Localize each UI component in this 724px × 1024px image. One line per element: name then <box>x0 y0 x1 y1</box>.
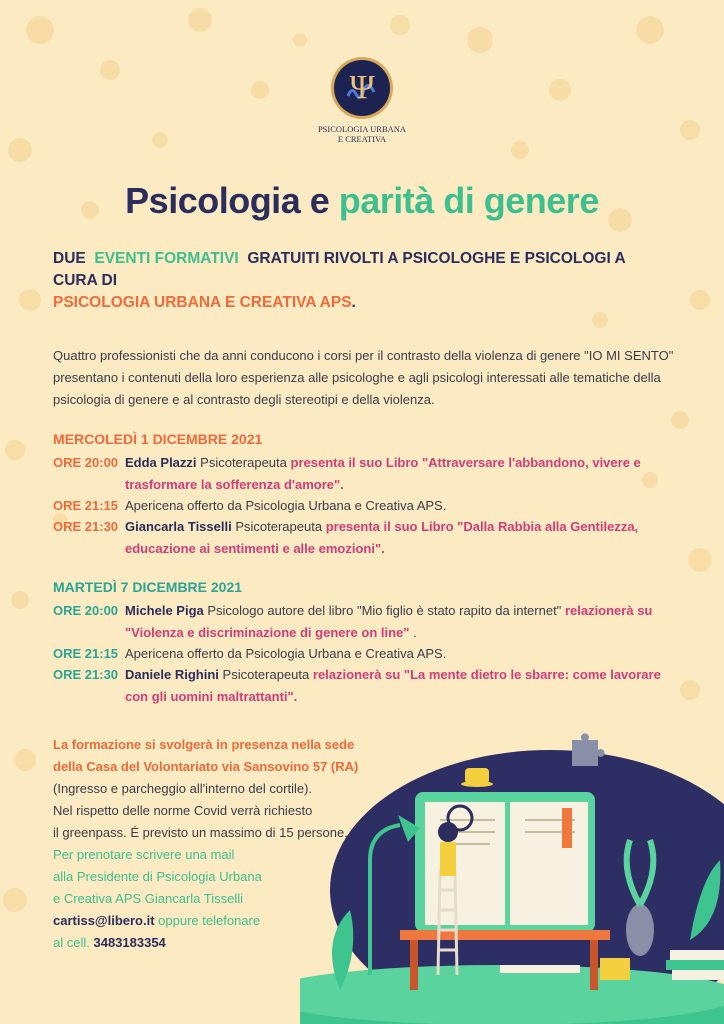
svg-text:Ψ: Ψ <box>349 69 375 106</box>
subtitle-org: PSICOLOGIA URBANA E CREATIVA APS <box>53 294 352 311</box>
speaker-role: Psicoterapeuta <box>222 667 310 682</box>
speaker-role: Psicologo autore del libro "Mio figlio è stato rapito da internet" <box>207 603 562 618</box>
logo-emblem <box>330 56 394 120</box>
title-part-2: parità di genere <box>338 180 599 221</box>
venue-line-3: (Ingresso e parcheggio all'interno del cortile). <box>53 781 313 796</box>
phone-prompt: oppure telefonare <box>158 913 261 928</box>
booking-line-2: alla Presidente di Psicologia Urbana <box>53 869 262 884</box>
title-part-1: Psicologia e <box>125 180 330 221</box>
speaker-name: Daniele Righini <box>125 667 219 682</box>
schedule-time: ORE 20:00 <box>53 455 119 470</box>
venue-line-1: La formazione si svolgerà in presenza nella sede <box>53 737 355 752</box>
subtitle-highlight: EVENTI FORMATIVI <box>94 250 239 267</box>
phone-label: al cell. <box>53 935 90 950</box>
schedule-time: ORE 20:00 <box>53 603 119 618</box>
booking-line-3: e Creativa APS Giancarla Tisselli <box>53 891 244 906</box>
schedule-time: ORE 21:15 <box>53 498 119 513</box>
day-2-label: MARTEDÌ 7 DICEMBRE 2021 <box>53 579 243 595</box>
subtitle-end: . <box>351 294 356 311</box>
speaker-role: Psicoterapeuta <box>200 455 287 470</box>
contact-email[interactable]: cartiss@libero.it <box>53 913 155 928</box>
venue-line-5: il greenpass. É previsto un massimo di 15 persone. <box>53 825 348 840</box>
speaker-role: Psicoterapeuta <box>235 519 323 534</box>
speaker-name: Giancarla Tisselli <box>125 519 232 534</box>
talk-description: presenta il suo Libro "Dalla Rabbia alla Gentilezza, educazione ai sentimenti e alle emozioni". <box>125 519 639 556</box>
venue-line-4: Nel rispetto delle norme Covid verrà richiesto <box>53 803 313 818</box>
talk-description: relazionerà su "Violenza e discriminazione di genere on line" <box>125 603 653 640</box>
talk-tail: . <box>409 625 417 640</box>
page-title <box>0 180 724 222</box>
speaker-name: Michele Piga <box>125 603 204 618</box>
venue-info <box>53 734 383 954</box>
schedule-text: Apericena offerto da Psicologia Urbana e Creativa APS. <box>125 498 447 513</box>
logo-text <box>290 124 434 144</box>
subtitle-rest: GRATUITI RIVOLTI A PSICOLOGHE E PSICOLOGI A CURA DI <box>53 250 626 289</box>
speaker-name: Edda Plazzi <box>125 455 197 470</box>
logo-line-2: E CREATIVA <box>337 134 387 144</box>
schedule-time: ORE 21:30 <box>53 519 119 534</box>
booking-line-1: Per prenotare scrivere una mail <box>53 847 235 862</box>
logo-line-1: PSICOLOGIA URBANA <box>317 124 407 134</box>
schedule-time: ORE 21:15 <box>53 646 119 661</box>
schedule-text: Apericena offerto da Psicologia Urbana e Creativa APS. <box>125 646 447 661</box>
talk-description: presenta il suo Libro "Attraversare l'abbandono, vivere e trasformare la sofferenza d'amore". <box>125 455 641 492</box>
talk-description: relazionerà su "La mente dietro le sbarre: come lavorare con gli uomini maltrattanti". <box>125 667 661 704</box>
intro-paragraph: Quattro professionisti che da anni conducono i corsi per il contrasto della violenza di genere "IO MI SENTO" presentano i contenuti della loro esperienza alle psicologhe e agli psicologi interessati alle tematiche della psicologia di genere e al contrasto degli stereotipi e della violenza. <box>53 348 674 407</box>
contact-phone[interactable]: 3483183354 <box>93 935 166 950</box>
subtitle-lead: DUE <box>53 250 86 267</box>
day-1-label: MERCOLEDÌ 1 DICEMBRE 2021 <box>53 431 263 447</box>
venue-line-2: della Casa del Volontariato via Sansovino 57 (RA) <box>53 759 359 774</box>
schedule-time: ORE 21:30 <box>53 667 119 682</box>
subtitle <box>53 248 673 314</box>
